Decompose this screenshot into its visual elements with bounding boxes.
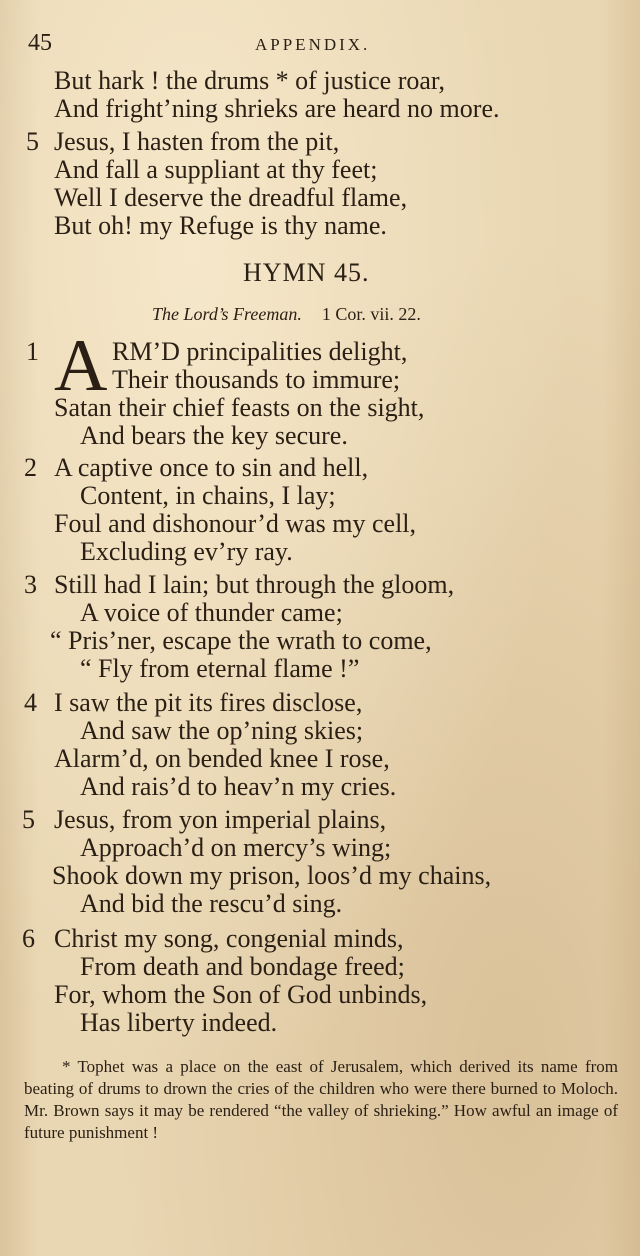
verse-5-line-4: And bid the rescu’d sing.	[80, 889, 343, 918]
verse-5-line-1: Jesus, from yon imperial plains,	[54, 805, 387, 834]
verse-1-number: 1	[26, 337, 39, 366]
hymn-subtitle	[152, 304, 421, 325]
scripture-reference: 1 Cor. vii. 22.	[321, 304, 421, 324]
verse-4-line-3: Alarm’d, on bended knee I rose,	[54, 744, 390, 773]
verse-1-line-3: Satan their chief feasts on the sight,	[54, 393, 425, 422]
verse-1-line-4: And bears the key secure.	[80, 421, 348, 450]
verse-5-line-2: Approach’d on mercy’s wing;	[80, 833, 392, 862]
verse-4-line-4: And rais’d to heav’n my cries.	[80, 772, 397, 801]
verse-4-line-1: I saw the pit its fires disclose,	[54, 688, 363, 717]
verse-6-line-3: For, whom the Son of God unbinds,	[54, 980, 428, 1009]
verse-3-line-1: Still had I lain; but through the gloom,	[54, 570, 455, 599]
footnote-text: * Tophet was a place on the east of Jerusalem, which derived its name from beating of drums to drown the cries of the children who were there burned to Moloch. Mr. Brown says it may be rendered “the valley of shrieking.” How awful an image of future punishment !	[24, 1057, 618, 1142]
page-number: 45	[28, 30, 52, 56]
verse-5-number: 5	[22, 805, 35, 834]
prev-verse-number: 5	[26, 127, 39, 156]
prev-verse-line-4: But oh! my Refuge is thy name.	[54, 211, 387, 240]
verse-1-line-2: Their thousands to immure;	[112, 365, 401, 394]
footnote	[24, 1056, 618, 1144]
verse-2-number: 2	[24, 453, 37, 482]
verse-2-line-4: Excluding ev’ry ray.	[80, 537, 293, 566]
prev-verse-line-2: And fall a suppliant at thy feet;	[54, 155, 378, 184]
verse-5-line-3: Shook down my prison, loos’d my chains,	[52, 861, 492, 890]
verse-2-line-1: A captive once to sin and hell,	[54, 453, 369, 482]
hymn-title: HYMN 45.	[243, 258, 370, 287]
verse-2-line-3: Foul and dishonour’d was my cell,	[54, 509, 417, 538]
drop-cap: A	[54, 325, 108, 407]
verse-3-line-4: “ Fly from eternal flame !”	[80, 654, 360, 683]
verse-6-number: 6	[22, 924, 35, 953]
hymn-subtitle-text: The Lord’s Freeman.	[152, 304, 302, 324]
verse-3-number: 3	[24, 570, 37, 599]
verse-2-line-2: Content, in chains, I lay;	[80, 481, 336, 510]
prev-line-1: But hark ! the drums * of justice roar,	[54, 66, 446, 95]
verse-6-line-4: Has liberty indeed.	[80, 1008, 278, 1037]
verse-6-line-1: Christ my song, congenial minds,	[54, 924, 404, 953]
page-header	[28, 30, 618, 60]
running-head: APPENDIX.	[255, 35, 371, 54]
verse-4-line-2: And saw the op’ning skies;	[80, 716, 364, 745]
verse-3-line-2: A voice of thunder came;	[80, 598, 343, 627]
prev-verse-line-1: Jesus, I hasten from the pit,	[54, 127, 340, 156]
verse-6-line-2: From death and bondage freed;	[80, 952, 405, 981]
verse-3-line-3: “ Pris’ner, escape the wrath to come,	[50, 626, 432, 655]
prev-verse-line-3: Well I deserve the dreadful flame,	[54, 183, 408, 212]
prev-line-2: And fright’ning shrieks are heard no more.	[54, 94, 500, 123]
verse-4-number: 4	[24, 688, 37, 717]
verse-1-line-1: RM’D principalities delight,	[112, 337, 408, 366]
